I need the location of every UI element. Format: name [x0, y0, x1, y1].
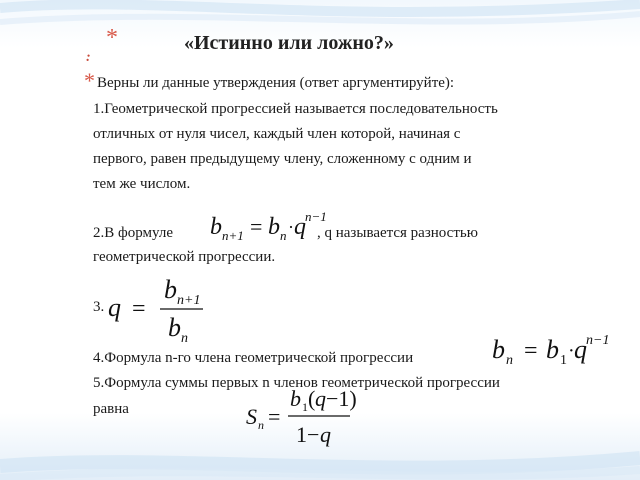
svg-text:=: = [268, 404, 281, 429]
svg-text:n: n [280, 228, 287, 243]
statement-1-line-3: первого, равен предыдущему члену, сложенному с одним и [93, 151, 472, 167]
svg-text:n: n [181, 331, 188, 346]
svg-text:b: b [546, 335, 559, 364]
formula-3 [108, 274, 208, 346]
svg-text:q: q [108, 293, 121, 322]
svg-text:=: = [132, 296, 146, 322]
colon-mark: : [86, 50, 91, 65]
statement-5-line-1: 5.Формула суммы первых n членов геометрической прогрессии [93, 375, 500, 391]
intro-line: Верны ли данные утверждения (ответ аргументируйте): [97, 75, 455, 91]
svg-text:·: · [568, 340, 575, 362]
svg-text:n: n [258, 418, 264, 432]
svg-text:q: q [294, 214, 306, 240]
statement-1-line-1: 1.Геометрической прогрессией называется последовательность [93, 101, 498, 117]
svg-text:n−1: n−1 [586, 333, 610, 348]
svg-text:b: b [290, 386, 301, 411]
statement-2-suffix: , q называется разностью [317, 225, 478, 241]
statement-4: 4.Формула n-го члена геометрической прогрессии [93, 350, 414, 366]
svg-text:q: q [315, 386, 326, 411]
svg-text:S: S [246, 404, 257, 429]
svg-text:q: q [574, 335, 587, 364]
svg-text:1−: 1− [296, 422, 320, 447]
svg-text:n−1: n−1 [305, 209, 327, 224]
svg-text:b: b [268, 214, 280, 240]
svg-text:1: 1 [560, 353, 567, 368]
statement-2-prefix: 2.В формуле [93, 225, 173, 241]
svg-text:−1): −1) [326, 386, 357, 411]
formula-4 [492, 324, 617, 370]
svg-text:(: ( [308, 386, 316, 411]
statement-2-line-2: геометрической прогрессии. [93, 249, 276, 265]
formula-2 [210, 204, 327, 246]
slide-title: «Истинно или ложно?» [184, 32, 394, 54]
content-bullet-icon: * [84, 68, 95, 93]
svg-text:=: = [250, 214, 263, 239]
formula-5 [246, 384, 358, 452]
svg-text:n: n [506, 353, 513, 368]
svg-text:1: 1 [302, 400, 308, 414]
svg-text:b: b [164, 275, 177, 304]
statement-5-line-2: равна [93, 401, 129, 417]
statement-3-prefix: 3. [93, 299, 105, 315]
svg-text:b: b [492, 335, 505, 364]
svg-text:b: b [210, 214, 222, 240]
svg-text:b: b [168, 313, 181, 342]
statement-1-line-4: тем же числом. [93, 176, 191, 192]
svg-text:n+1: n+1 [222, 228, 244, 243]
svg-text:·: · [288, 217, 294, 237]
statement-1-line-2: отличных от нуля чисел, каждый член которой, начиная с [93, 126, 461, 142]
title-bullet-icon: * [106, 25, 118, 51]
svg-text:q: q [320, 422, 331, 447]
svg-text:n+1: n+1 [177, 293, 201, 308]
svg-text:=: = [524, 338, 538, 364]
